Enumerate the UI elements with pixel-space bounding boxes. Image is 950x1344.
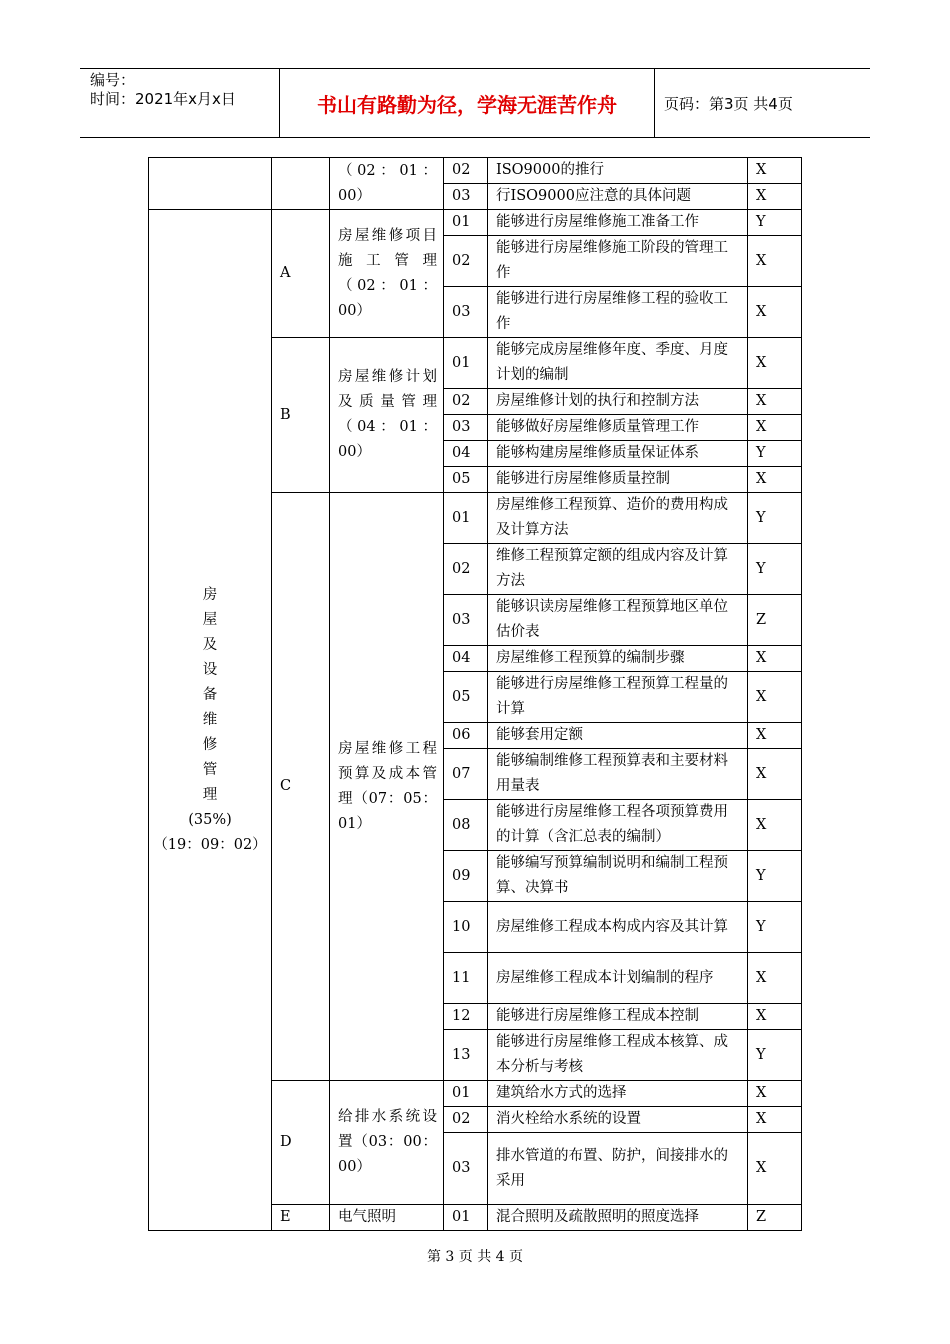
item-number: 11 xyxy=(444,953,488,1004)
item-number: 09 xyxy=(444,851,488,902)
item-description: 能够编制维修工程预算表和主要材料用量表 xyxy=(488,749,748,800)
item-level: X xyxy=(748,184,802,210)
item-description: 能够识读房屋维修工程预算地区单位估价表 xyxy=(488,595,748,646)
item-description: 房屋维修工程预算的编制步骤 xyxy=(488,646,748,672)
document-time-label: 时间：2021年x月x日 xyxy=(90,90,236,108)
item-number: 07 xyxy=(444,749,488,800)
item-number: 03 xyxy=(444,595,488,646)
item-level: X xyxy=(748,158,802,184)
carry-over-code-cell xyxy=(272,158,330,210)
item-number: 02 xyxy=(444,1107,488,1133)
item-level: Y xyxy=(748,902,802,953)
item-level: X xyxy=(748,1004,802,1030)
item-number: 02 xyxy=(444,236,488,287)
item-level: Y xyxy=(748,1030,802,1081)
document-number-label: 编号： xyxy=(90,71,136,89)
item-level: Y xyxy=(748,210,802,236)
item-level: Y xyxy=(748,441,802,467)
header-meta xyxy=(80,69,280,137)
item-level: X xyxy=(748,389,802,415)
item-number: 13 xyxy=(444,1030,488,1081)
syllabus-table xyxy=(148,157,802,1231)
item-level: Y xyxy=(748,851,802,902)
item-number: 01 xyxy=(444,1081,488,1107)
item-description: 能够构建房屋维修质量保证体系 xyxy=(488,441,748,467)
item-description: 能够完成房屋维修年度、季度、月度计划的编制 xyxy=(488,338,748,389)
item-level: X xyxy=(748,467,802,493)
item-description: 能够进行进行房屋维修工程的验收工作 xyxy=(488,287,748,338)
group-title: 给排水系统设置（03：00：00） xyxy=(330,1081,444,1205)
item-description: 能够编写预算编制说明和编制工程预算、决算书 xyxy=(488,851,748,902)
item-description: 能够进行房屋维修质量控制 xyxy=(488,467,748,493)
item-number: 02 xyxy=(444,158,488,184)
item-description: 能够进行房屋维修工程预算工程量的计算 xyxy=(488,672,748,723)
item-description: 混合照明及疏散照明的照度选择 xyxy=(488,1205,748,1231)
item-description: 消火栓给水系统的设置 xyxy=(488,1107,748,1133)
item-number: 06 xyxy=(444,723,488,749)
item-level: X xyxy=(748,236,802,287)
page-footer: 第 3 页 共 4 页 xyxy=(426,1249,524,1265)
header-page-info: 页码：第3页 共4页 xyxy=(664,94,793,113)
item-description: 能够套用定额 xyxy=(488,723,748,749)
item-description: 维修工程预算定额的组成内容及计算方法 xyxy=(488,544,748,595)
item-description: 房屋维修工程成本构成内容及其计算 xyxy=(488,902,748,953)
group-title: 房屋维修工程预算及成本管理（07：05：01） xyxy=(330,493,444,1081)
group-code: A xyxy=(272,210,330,338)
item-number: 12 xyxy=(444,1004,488,1030)
item-level: Y xyxy=(748,544,802,595)
item-number: 01 xyxy=(444,1205,488,1231)
main-category-cell xyxy=(149,210,272,1231)
item-description: 房屋维修计划的执行和控制方法 xyxy=(488,389,748,415)
item-description: 能够进行房屋维修工程成本核算、成本分析与考核 xyxy=(488,1030,748,1081)
item-number: 03 xyxy=(444,1133,488,1205)
table-row xyxy=(149,210,802,236)
item-number: 04 xyxy=(444,441,488,467)
item-level: X xyxy=(748,287,802,338)
item-number: 01 xyxy=(444,493,488,544)
item-level: X xyxy=(748,749,802,800)
item-number: 10 xyxy=(444,902,488,953)
group-title: 房屋维修项目施工管理（02：01：00） xyxy=(330,210,444,338)
item-level: X xyxy=(748,646,802,672)
group-code: C xyxy=(272,493,330,1081)
item-number: 02 xyxy=(444,389,488,415)
item-level: X xyxy=(748,338,802,389)
item-number: 05 xyxy=(444,672,488,723)
item-description: 能够进行房屋维修施工准备工作 xyxy=(488,210,748,236)
item-level: Y xyxy=(748,493,802,544)
item-level: X xyxy=(748,415,802,441)
item-level: X xyxy=(748,953,802,1004)
item-level: X xyxy=(748,800,802,851)
carry-over-category-cell xyxy=(149,158,272,210)
item-description: 建筑给水方式的选择 xyxy=(488,1081,748,1107)
item-description: 能够进行房屋维修工程成本控制 xyxy=(488,1004,748,1030)
item-level: X xyxy=(748,672,802,723)
group-title: 电气照明 xyxy=(330,1205,444,1231)
item-description: 行ISO9000应注意的具体问题 xyxy=(488,184,748,210)
item-description: 能够做好房屋维修质量管理工作 xyxy=(488,415,748,441)
main-category-label: 房 屋 及 设 备 维 修 管 理 (35%) （19：09：02） xyxy=(153,586,267,853)
group-title: 房屋维修计划及质量管理（04：01：00） xyxy=(330,338,444,493)
group-code: B xyxy=(272,338,330,493)
item-level: X xyxy=(748,723,802,749)
item-level: X xyxy=(748,1107,802,1133)
item-description: ISO9000的推行 xyxy=(488,158,748,184)
item-number: 01 xyxy=(444,210,488,236)
item-number: 08 xyxy=(444,800,488,851)
item-number: 05 xyxy=(444,467,488,493)
group-code: E xyxy=(272,1205,330,1231)
carry-over-title-cell: （02：01：00） xyxy=(330,158,444,210)
header-motto: 书山有路勤为径，学海无涯苦作舟 xyxy=(280,69,655,137)
table-row xyxy=(149,158,802,184)
item-description: 能够进行房屋维修施工阶段的管理工作 xyxy=(488,236,748,287)
item-level: X xyxy=(748,1133,802,1205)
group-code: D xyxy=(272,1081,330,1205)
item-description: 排水管道的布置、防护，间接排水的采用 xyxy=(488,1133,748,1205)
item-description: 房屋维修工程预算、造价的费用构成及计算方法 xyxy=(488,493,748,544)
item-level: Z xyxy=(748,1205,802,1231)
item-number: 01 xyxy=(444,338,488,389)
item-number: 02 xyxy=(444,544,488,595)
item-number: 03 xyxy=(444,184,488,210)
page-header xyxy=(80,68,870,138)
item-number: 04 xyxy=(444,646,488,672)
item-level: Z xyxy=(748,595,802,646)
item-level: X xyxy=(748,1081,802,1107)
item-number: 03 xyxy=(444,287,488,338)
item-description: 能够进行房屋维修工程各项预算费用的计算（含汇总表的编制） xyxy=(488,800,748,851)
item-number: 03 xyxy=(444,415,488,441)
item-description: 房屋维修工程成本计划编制的程序 xyxy=(488,953,748,1004)
